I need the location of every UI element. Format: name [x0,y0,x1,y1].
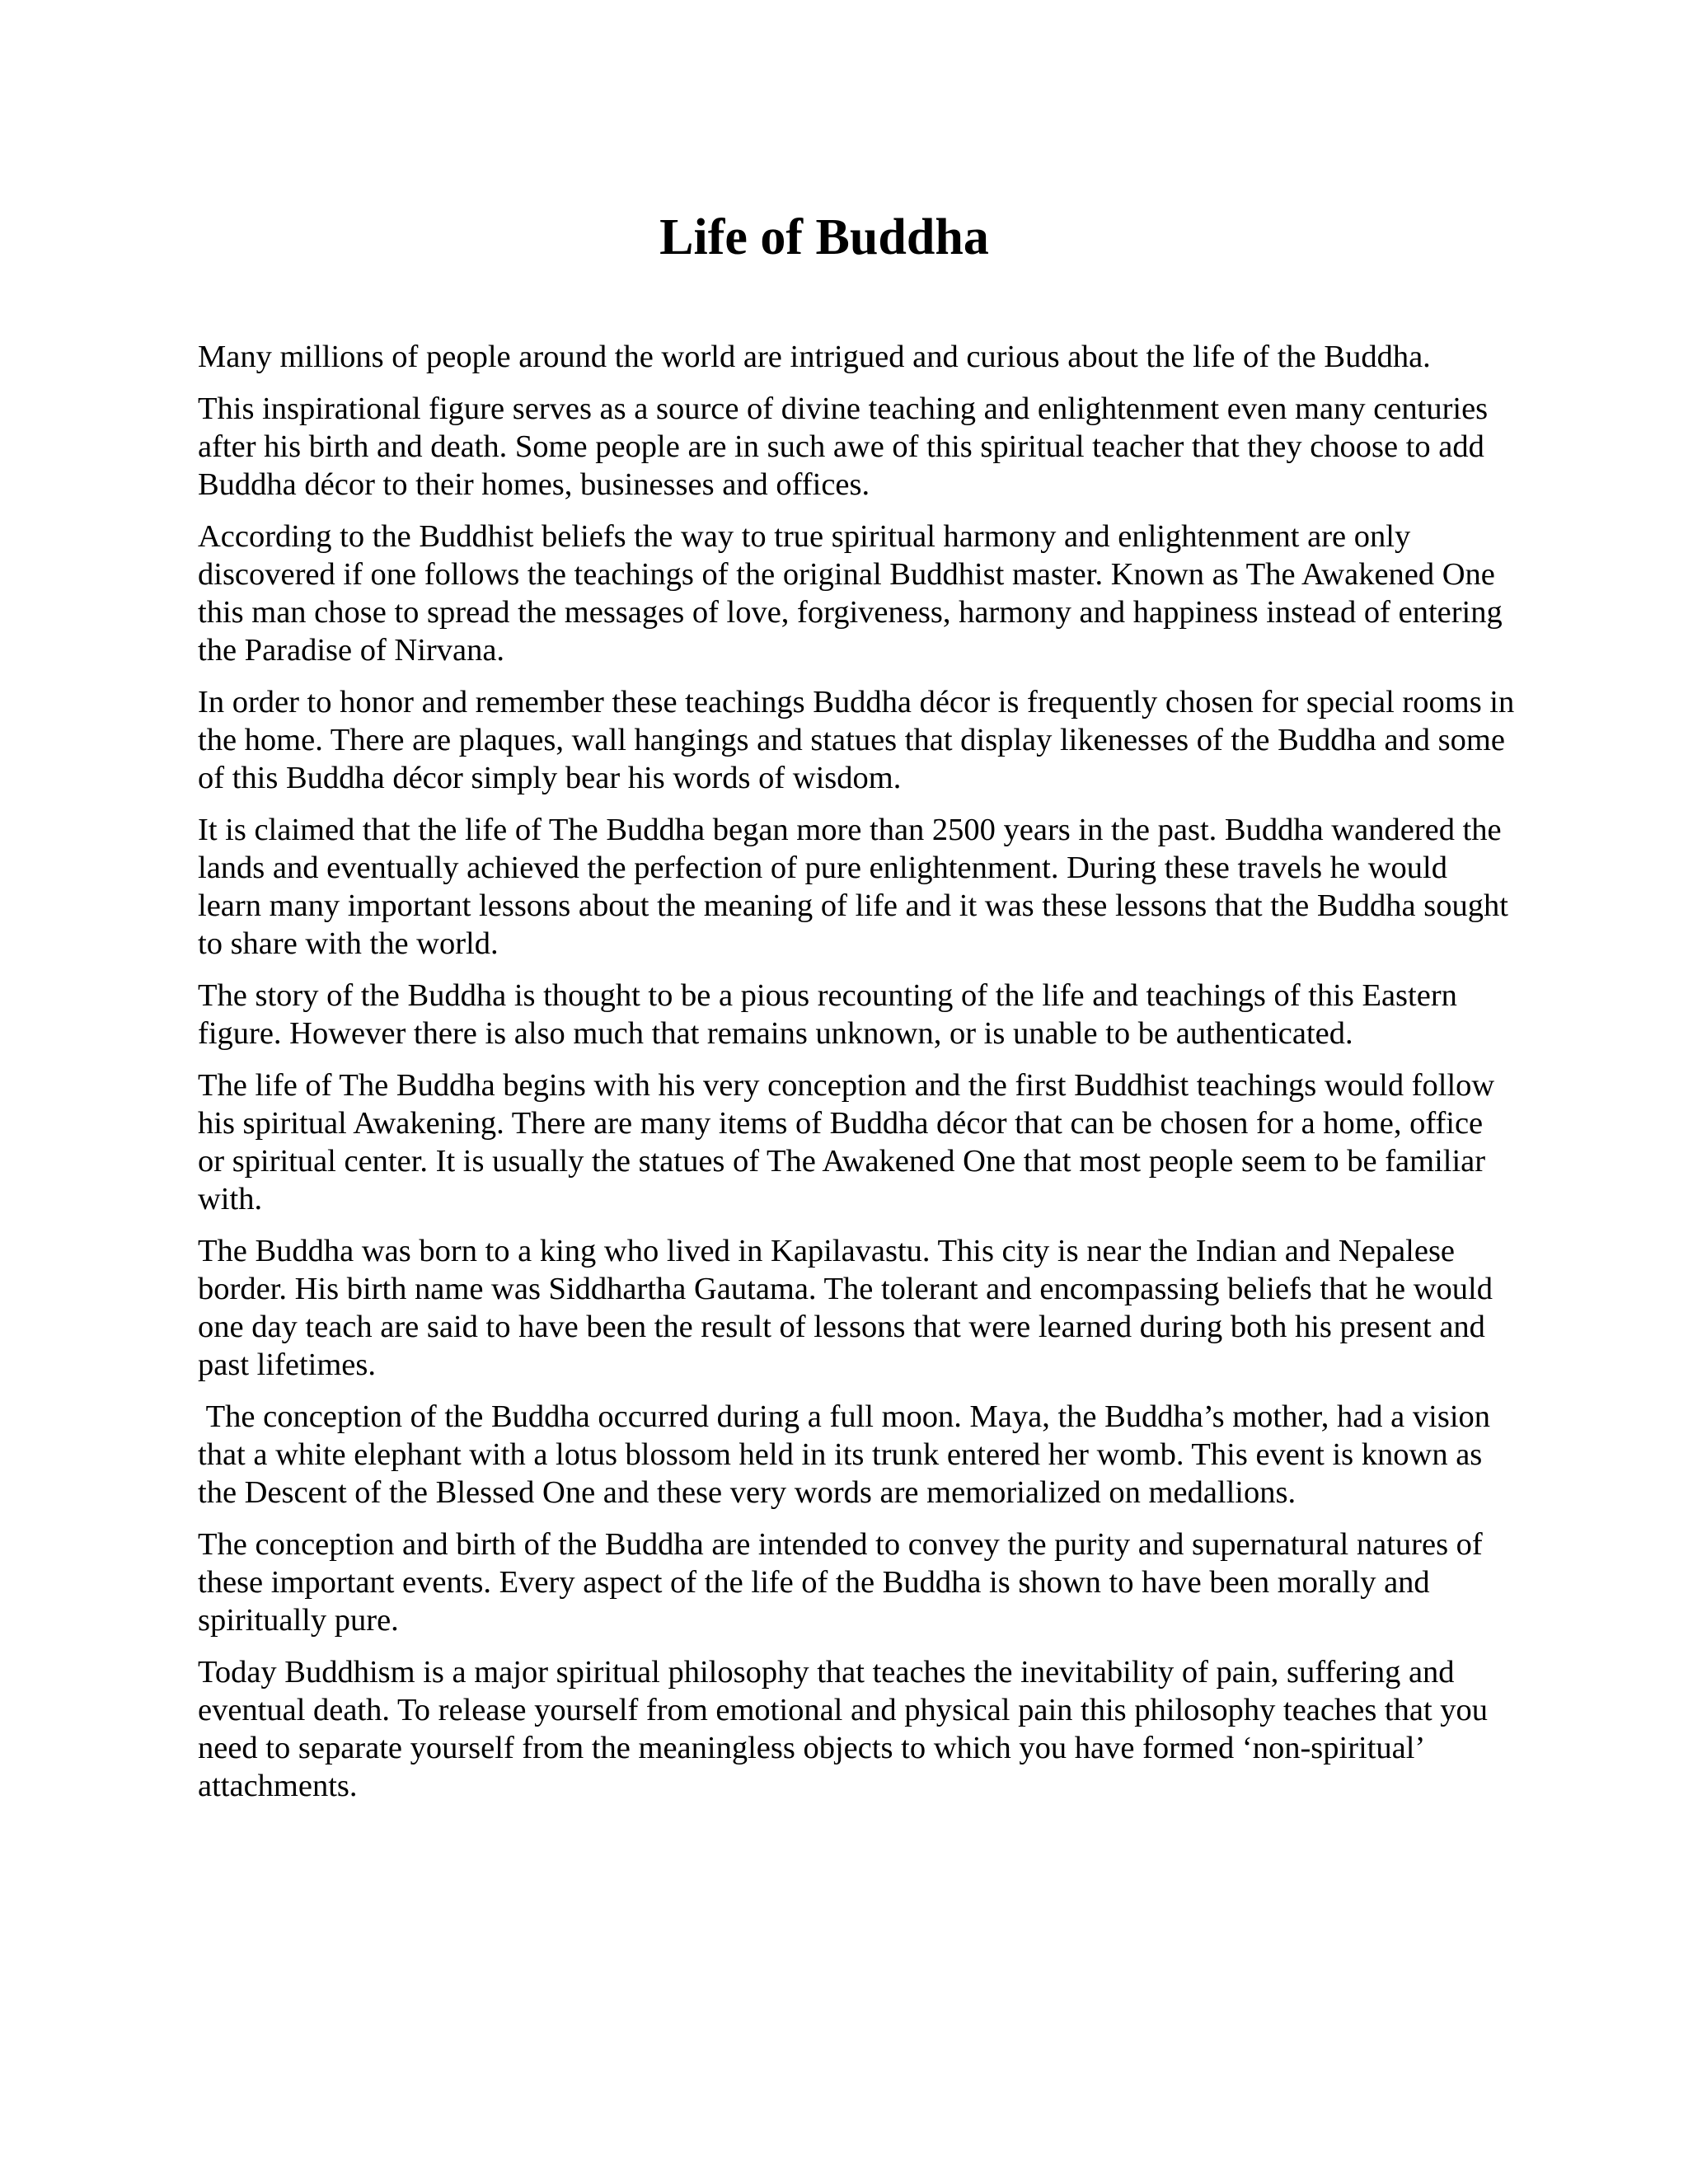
paragraph-5: It is claimed that the life of The Buddha began more than 2500 years in the past. Buddha wandered the lands and eventually achieved the perfection of pure enlightenment. During these travels he would learn many important lessons about the meaning of life and it was these lessons that the Buddha sought to share with the world. [198,813,1517,961]
document-title: Life of Buddha [659,209,989,265]
paragraph-9: The conception of the Buddha occurred during a full moon. Maya, the Buddha’s mother, had a vision that a white elephant with a lotus blossom held in its trunk entered her womb. This event is known as the Descent of the Blessed One and these very words are memorialized on medallions. [198,1399,1498,1510]
paragraph-6: The story of the Buddha is thought to be a pious recounting of the life and teachings of this Eastern figure. However there is also much that remains unknown, or is unable to be authenticated. [198,978,1465,1051]
paragraph-1: Many millions of people around the world are intrigued and curious about the life of the Buddha. [198,340,1431,374]
document-body [198,338,1522,1819]
paragraph-11: Today Buddhism is a major spiritual philosophy that teaches the inevitability of pain, suffering and eventual death. To release yourself from emotional and physical pain this philosophy teaches that you need to separate yourself from the meaningless objects to which you have formed ‘non-spiritual’ attachments. [198,1655,1496,1803]
paragraph-10: The conception and birth of the Buddha are intended to convey the purity and supernatural natures of these important events. Every aspect of the life of the Buddha is shown to have been morally and spiritually pure. [198,1527,1491,1638]
paragraph-4: In order to honor and remember these teachings Buddha décor is frequently chosen for special rooms in the home. There are plaques, wall hangings and statues that display likenesses of the Buddha and some of this Buddha décor simply bear his words of wisdom. [198,685,1522,795]
paragraph-2: This inspirational figure serves as a source of divine teaching and enlightenment even many centuries after his birth and death. Some people are in such awe of this spiritual teacher that they choose to add Buddha décor to their homes, businesses and offices. [198,391,1496,502]
paragraph-8: The Buddha was born to a king who lived in Kapilavastu. This city is near the Indian and Nepalese border. His birth name was Siddhartha Gautama. The tolerant and encompassing beliefs that he would one day teach are said to have been the result of lessons that were learned during both his present and past lifetimes. [198,1234,1501,1382]
paragraph-3: According to the Buddhist beliefs the way to true spiritual harmony and enlightenment are only discovered if one follows the teachings of the original Buddhist master. Known as The Awakened One this man chose to spread the messages of love, forgiveness, harmony and happiness instead of entering the Paradise of Nirvana. [198,519,1511,668]
paragraph-7: The life of The Buddha begins with his very conception and the first Buddhist teachings would follow his spiritual Awakening. There are many items of Buddha décor that can be chosen for a home, office or spiritual center. It is usually the statues of The Awakened One that most people seem to be familiar with. [198,1068,1503,1216]
